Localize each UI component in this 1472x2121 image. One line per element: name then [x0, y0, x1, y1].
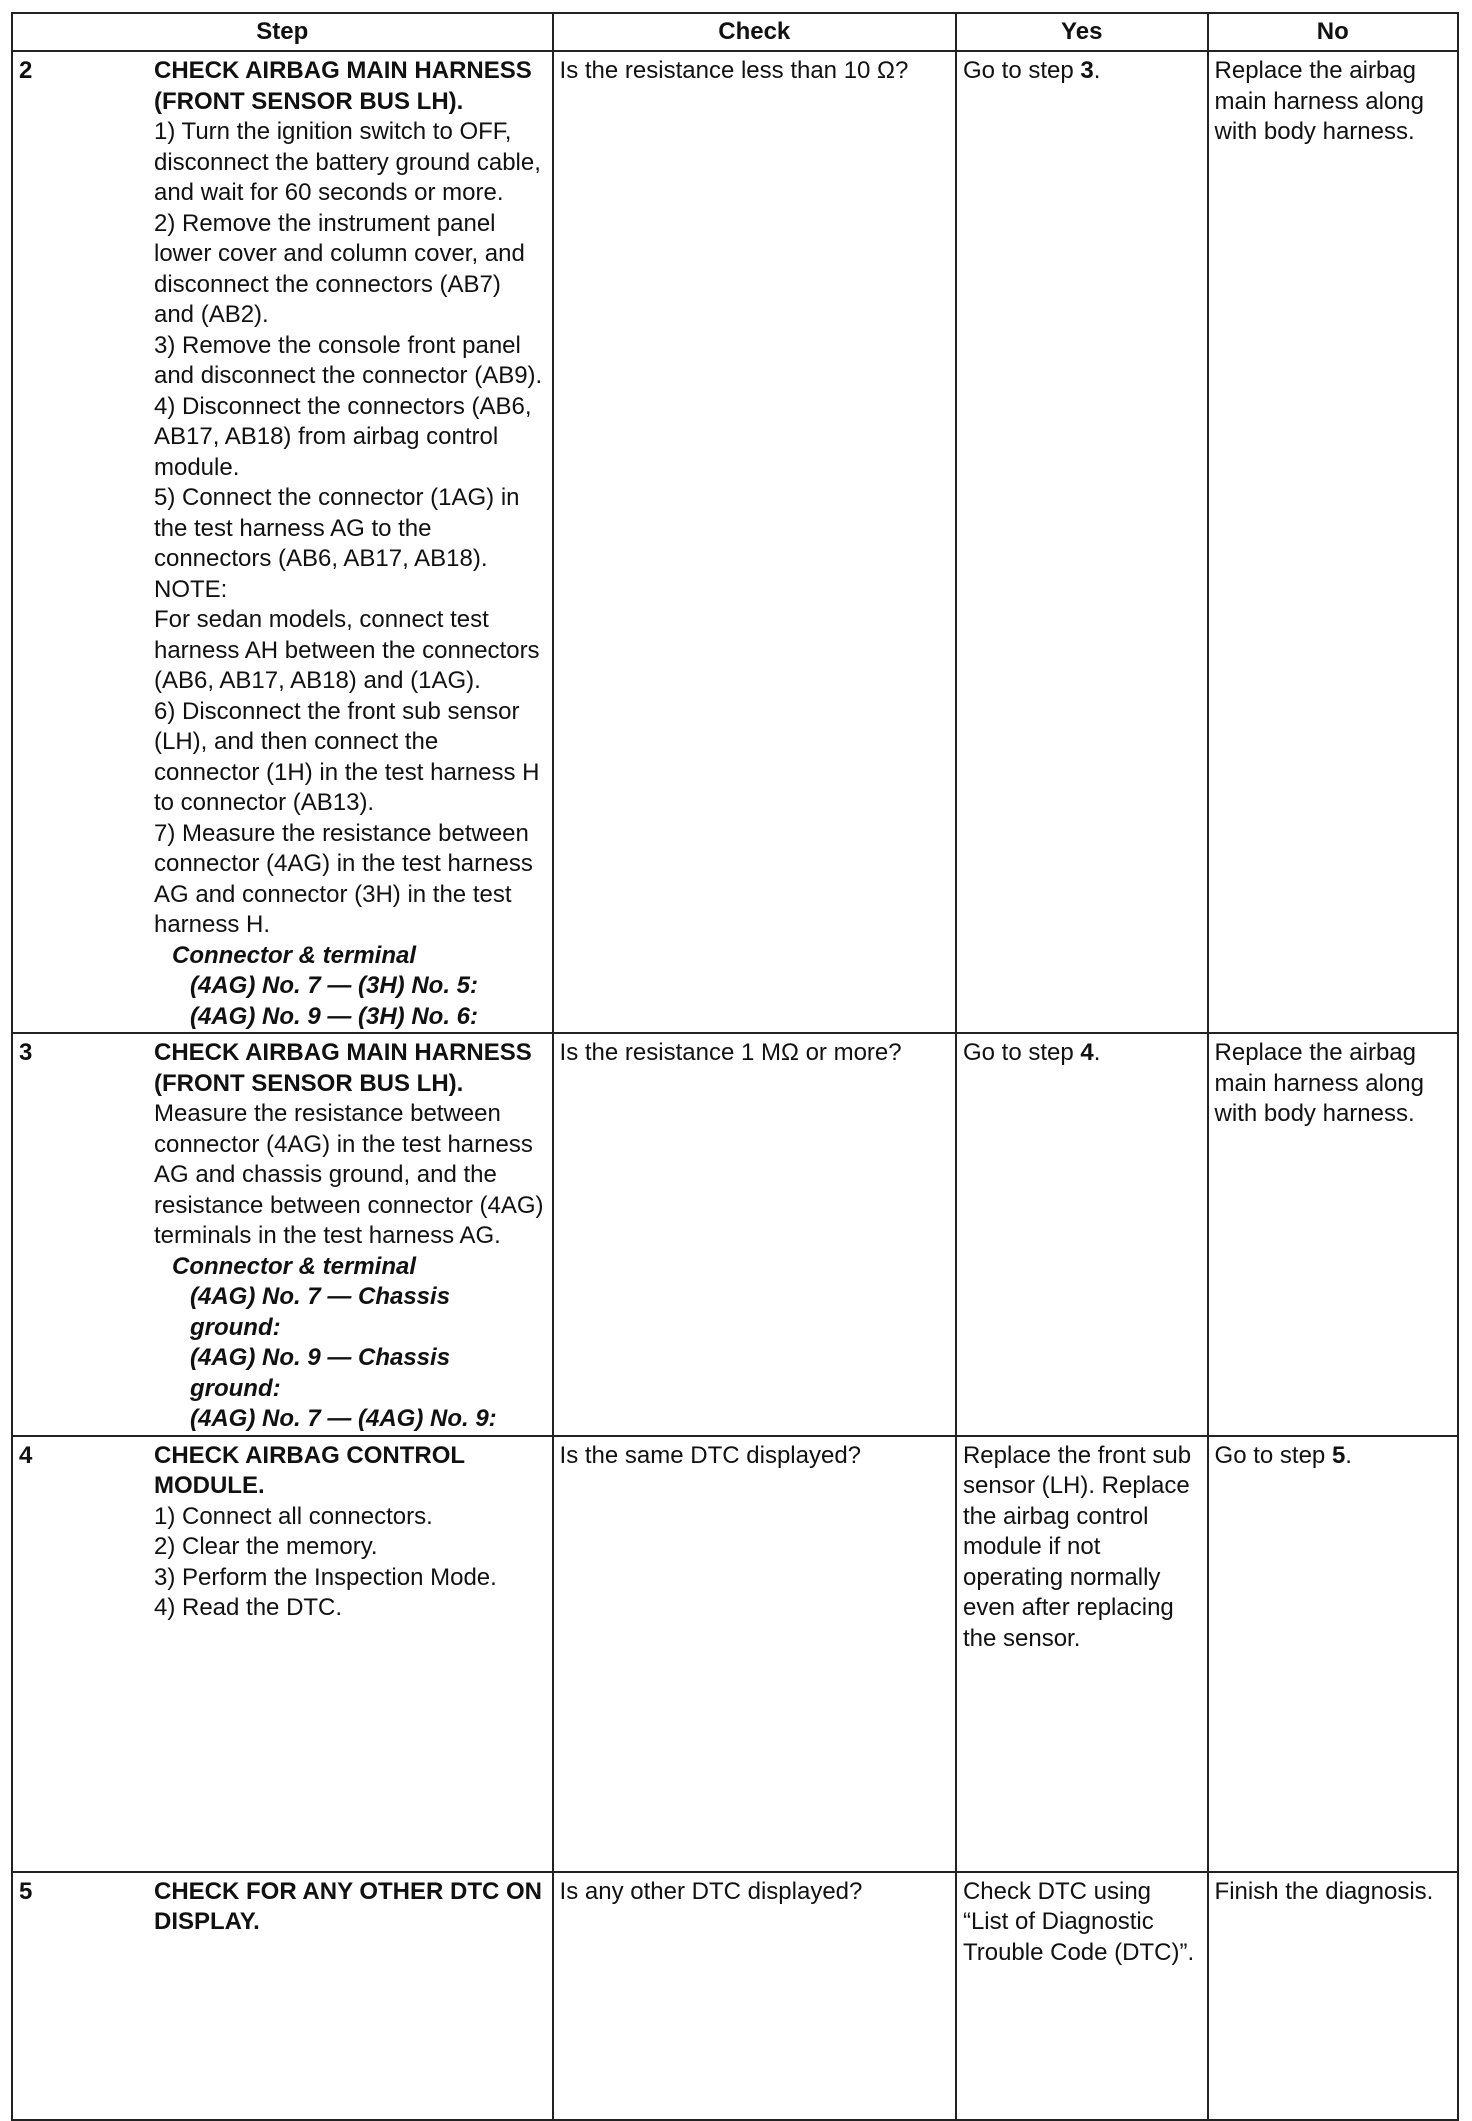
table-row — [12, 1436, 1458, 1872]
step-instruction: Measure the resistance between connector (4AG) in the test harness AG and chassis ground, and the resistance between connector (4AG) terminals in the test harness AG. — [153, 1100, 544, 1249]
step-instruction: 1) Turn the ignition switch to OFF, disconnect the battery ground cable, and wait for 60 seconds or more. — [153, 118, 541, 206]
step-description — [148, 1033, 553, 1436]
step-description — [148, 1436, 553, 1872]
step-title: CHECK AIRBAG MAIN HARNESS (FRONT SENSOR BUS LH). — [153, 1039, 532, 1097]
connector-terminal-item: (4AG) No. 7 — Chassis ground: — [189, 1283, 451, 1341]
yes-suffix: . — [1093, 57, 1101, 84]
step-number: 3 — [12, 1033, 148, 1436]
step-description — [148, 51, 553, 1033]
table-row — [12, 51, 1458, 1033]
step-title: CHECK AIRBAG CONTROL MODULE. — [153, 1441, 465, 1499]
note-heading: NOTE: — [153, 575, 228, 603]
yes-action: Replace the front sub sensor (LH). Replace the airbag control module if not operating normally even after replacing the sensor. — [956, 1436, 1208, 1872]
table-row — [12, 1872, 1458, 2120]
step-instruction: 7) Measure the resistance between connector (4AG) in the test harness AG and connector (3H) in the test harness H. — [153, 819, 533, 938]
check-question: Is the same DTC displayed? — [553, 1436, 956, 1872]
step-number: 4 — [12, 1436, 148, 1872]
step-instruction: 2) Remove the instrument panel lower cover and column cover, and disconnect the connectors (AB7) and (AB2). — [153, 209, 525, 328]
yes-suffix: . — [1093, 1039, 1101, 1066]
step-instruction: 5) Connect the connector (1AG) in the test harness AG to the connectors (AB6, AB17, AB18). — [153, 484, 520, 572]
step-title: CHECK AIRBAG MAIN HARNESS (FRONT SENSOR BUS LH). — [153, 57, 532, 115]
step-instruction: 4) Read the DTC. — [153, 1594, 343, 1621]
connector-terminal-item: (4AG) No. 7 — (4AG) No. 9: — [189, 1405, 497, 1432]
yes-prefix: Go to step — [962, 57, 1081, 84]
no-action — [1208, 1436, 1458, 1872]
step-number: 5 — [12, 1872, 148, 2120]
step-instruction: 2) Clear the memory. — [153, 1533, 378, 1560]
step-instruction: 1) Connect all connectors. — [153, 1502, 433, 1530]
connector-terminal-item: (4AG) No. 7 — (3H) No. 5: — [189, 972, 478, 999]
no-prefix: Go to step — [1214, 1441, 1332, 1469]
connector-terminal-heading: Connector & terminal — [171, 1252, 417, 1280]
header-check: Check — [553, 13, 956, 51]
header-no: No — [1208, 13, 1458, 51]
step-title: CHECK FOR ANY OTHER DTC ON DISPLAY. — [153, 1877, 542, 1935]
diagnostic-procedure-table — [11, 12, 1459, 2121]
step-instruction: 3) Remove the console front panel and disconnect the connector (AB9). — [153, 331, 543, 389]
check-question: Is the resistance less than 10 Ω? — [553, 51, 956, 1033]
yes-step-ref: 3 — [1080, 57, 1094, 84]
yes-action: Check DTC using “List of Diagnostic Trouble Code (DTC)”. — [956, 1872, 1208, 2120]
connector-terminal-item: (4AG) No. 9 — Chassis ground: — [189, 1344, 451, 1402]
no-step-ref: 5 — [1331, 1441, 1346, 1469]
step-description — [148, 1872, 553, 2120]
step-instruction: 6) Disconnect the front sub sensor (LH), and then connect the connector (1H) in the test harness H to connector (AB13). — [153, 697, 540, 816]
step-instruction: 4) Disconnect the connectors (AB6, AB17, AB18) from airbag control module. — [153, 392, 532, 481]
step-number: 2 — [12, 51, 148, 1033]
yes-action — [956, 51, 1208, 1033]
no-suffix: . — [1345, 1441, 1352, 1469]
table-header-row — [12, 13, 1458, 51]
table-row — [12, 1033, 1458, 1436]
step-instruction: 3) Perform the Inspection Mode. — [153, 1563, 497, 1591]
no-action: Finish the diagnosis. — [1208, 1872, 1458, 2120]
note-text: For sedan models, connect test harness AH between the connectors (AB6, AB17, AB18) and (1AG). — [153, 606, 540, 694]
check-question: Is the resistance 1 MΩ or more? — [553, 1033, 956, 1436]
no-action: Replace the airbag main harness along with body harness. — [1208, 51, 1458, 1033]
no-action: Replace the airbag main harness along with body harness. — [1208, 1033, 1458, 1436]
yes-step-ref: 4 — [1080, 1039, 1094, 1066]
check-question: Is any other DTC displayed? — [553, 1872, 956, 2120]
connector-terminal-heading: Connector & terminal — [171, 941, 417, 969]
header-yes: Yes — [956, 13, 1208, 51]
yes-action — [956, 1033, 1208, 1436]
connector-terminal-item: (4AG) No. 9 — (3H) No. 6: — [189, 1002, 478, 1030]
header-step: Step — [12, 13, 553, 51]
yes-prefix: Go to step — [962, 1039, 1081, 1066]
